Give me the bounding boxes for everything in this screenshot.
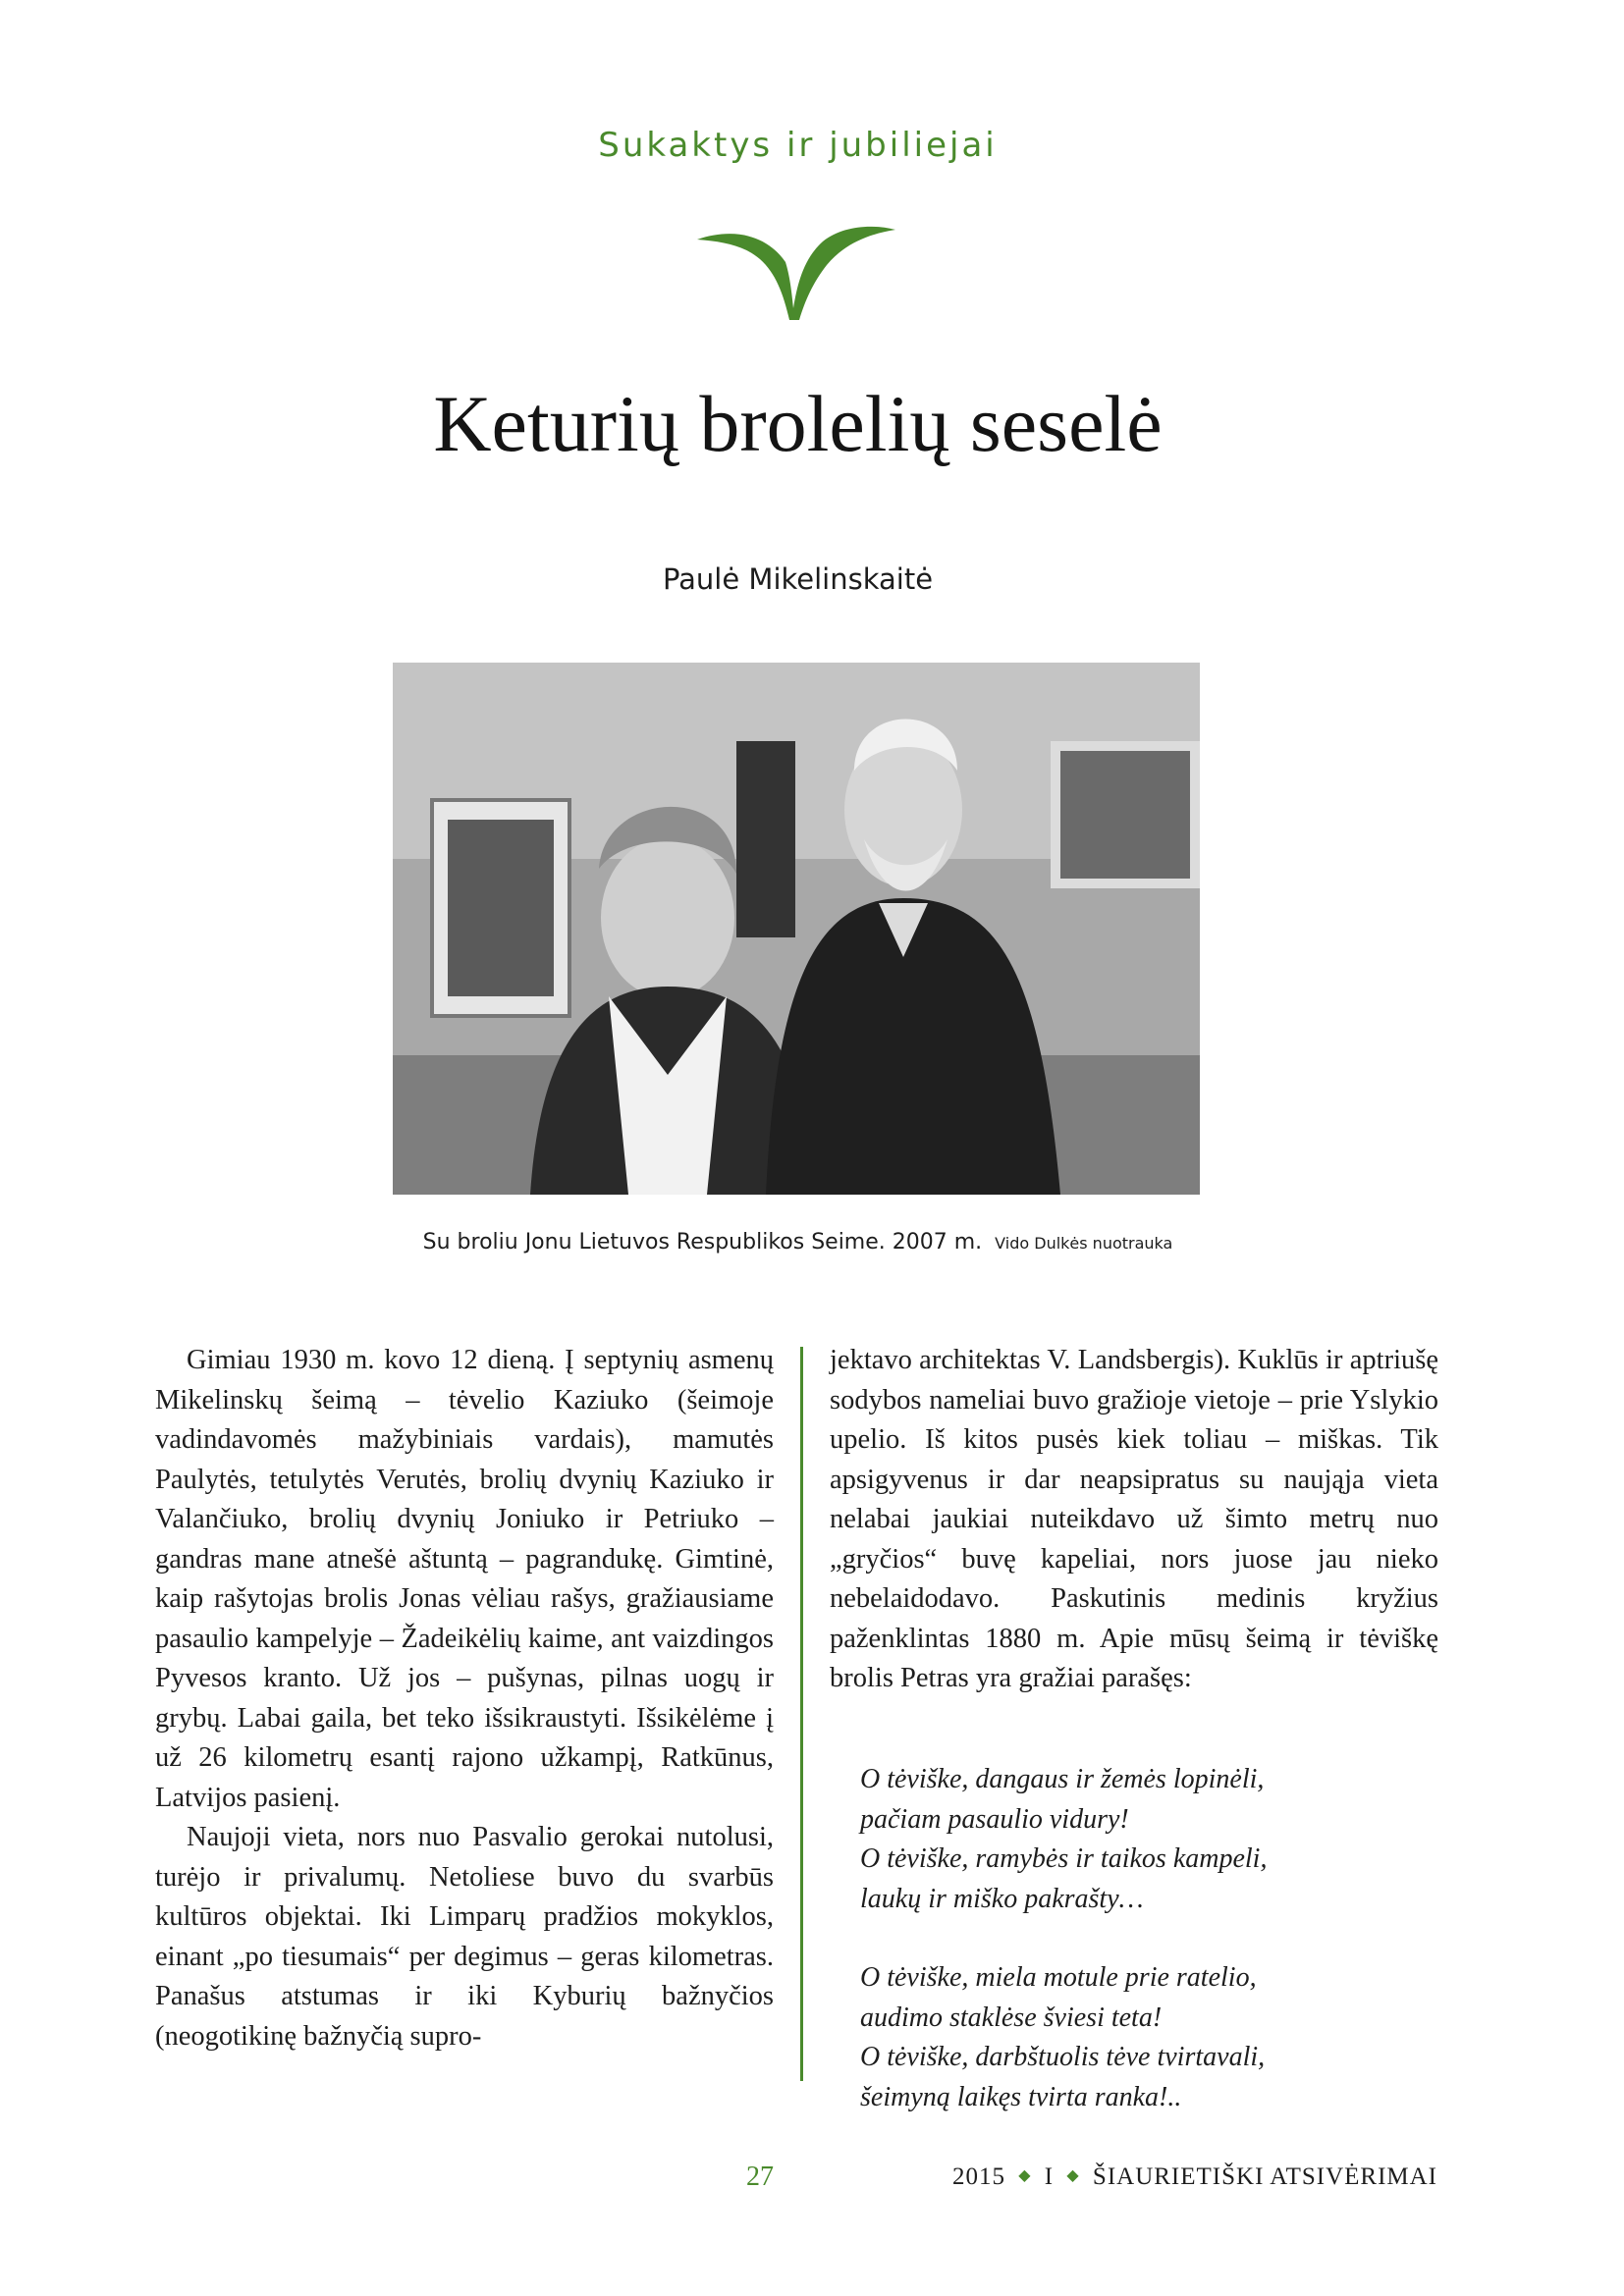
paragraph: Gimiau 1930 m. kovo 12 dieną. Į septynių asmenų Mikelinskų šeimą – tėvelio Kaziuko (šeimoje vadindavomės mažybiniais vardais), mamutės Paulytės, tetulytės Verutės, brolių dvynių Kaziuko ir Valančiuko, brolių dvynių Joniuko ir Petriuko – gandras mane atnešė aštuntą – pagrandukę. Gimtinė, kaip rašytojas brolis Jonas vėliau rašys, gražiausiame pasaulio kampelyje – Žadeikėlių kaime, ant vaizdingos Pyvesos kranto. Už jos – pušynas, pilnas uogų ir grybų. Labai gaila, bet teko išsikraustyti. Išsikėlėme į už 26 kilometrų esantį rajono užkampį, Ratkūnus, Latvijos pasienį.: [155, 1345, 774, 1813]
photo-credit: Vido Dulkės nuotrauka: [995, 1234, 1173, 1253]
poem-line: O tėviške, ramybės ir taikos kampeli,: [860, 1843, 1268, 1874]
author-name: Paulė Mikelinskaitė: [662, 562, 934, 596]
poem-line: O tėviške, darbštuolis tėve tvirtavali,: [860, 2042, 1266, 2072]
poem-line: audimo staklėse šviesi teta!: [860, 2002, 1163, 2033]
section-logo-icon: [687, 218, 903, 326]
footer-year: 2015: [951, 2163, 1005, 2190]
photo: [393, 663, 1200, 1195]
poem-line: pačiam pasaulio vidury!: [860, 1803, 1129, 1835]
footer-issue: I: [1044, 2163, 1055, 2190]
article-column-right: [830, 1341, 1438, 1699]
caption-text: Su broliu Jonu Lietuvos Respublikos Seime. 2007 m.: [422, 1230, 983, 1255]
paragraph: jektavo architektas V. Landsbergis). Kuklūs ir aptriušę sodybos nameliai buvo gražioje vietoje – prie Yslykio upelio. Iš kitos pusės kiek toliau – miškas. Tik apsigyvenus ir dar neapsipratus su naująja vieta nelabai jaukiai nuteikdavo už šimto metrų nuo „gryčios“ buvę kapeliai, nors juose jau nieko nebelaidodavo. Paskutinis medinis kryžius paženklintas 1880 m. Apie mūsų šeimą ir tėviškę brolis Petras yra gražiai parašęs:: [830, 1345, 1438, 1693]
diamond-icon: ◆: [1018, 2167, 1032, 2184]
photo-caption: [0, 1230, 1596, 1255]
poem-line: O tėviške, dangaus ir žemės lopinėli,: [860, 1764, 1265, 1794]
article-title: Keturių brolelių seselė: [433, 379, 1163, 468]
poem-line: laukų ir miško pakrašty…: [860, 1883, 1144, 1914]
poem-line: šeimyną laikęs tvirta ranka!..: [860, 2081, 1182, 2112]
footer-journal: ŠIAURIETIŠKI ATSIVĖRIMAI: [1092, 2163, 1437, 2190]
poem-line: O tėviške, miela motule prie ratelio,: [860, 1962, 1257, 1993]
page-number: 27: [746, 2162, 774, 2192]
journal-footer: [952, 2163, 1437, 2191]
poem: [860, 1760, 1410, 2157]
article-column-left: [155, 1341, 774, 2056]
poem-stanza: [860, 1958, 1410, 2117]
column-divider: [800, 1347, 803, 2081]
poem-stanza: [860, 1760, 1410, 1919]
section-label: Sukaktys ir jubiliejai: [598, 126, 998, 165]
diamond-icon: ◆: [1066, 2167, 1080, 2184]
paragraph: Naujoji vieta, nors nuo Pasvalio gerokai nutolusi, turėjo ir privalumų. Netoliese buvo du svarbūs kultūros objektai. Iki Limparų pradžios mokyklos, einant „po tiesumais“ per degimus – geras kilometras. Panašus atstumas ir iki Kyburių bažnyčios (neogotikinę bažnyčią supro-: [155, 1822, 774, 2052]
